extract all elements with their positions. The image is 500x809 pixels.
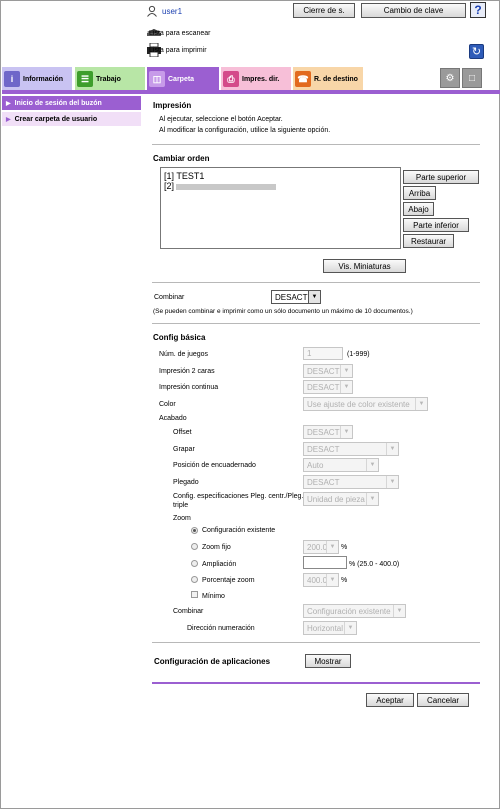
help-button[interactable]: ? [470, 2, 486, 18]
user-box-icon[interactable]: ⚙ [440, 68, 460, 88]
color-label: Color [159, 401, 176, 408]
divider [152, 144, 480, 145]
divider [152, 323, 480, 324]
chevron-down-icon: ▼ [344, 622, 356, 634]
info-line-2: Al modificar la configuración, utilice la siguiente opción. [159, 127, 331, 134]
chevron-down-icon: ▼ [386, 476, 398, 488]
direct-print-icon: ⎙ [223, 71, 239, 87]
combine2-label: Combinar [173, 608, 204, 615]
zoom-fixed-radio[interactable] [191, 543, 198, 550]
section-title-config-basica: Config básica [153, 333, 206, 342]
continuous-label: Impresión continua [159, 384, 219, 391]
offset-select[interactable]: DESACT ▼ [303, 425, 353, 439]
chevron-down-icon: ▼ [340, 426, 352, 438]
sidebar-item-inicio-sesion[interactable]: ▶ Inicio de sesión del buzón [2, 96, 141, 110]
continuous-select[interactable]: DESACT ▼ [303, 380, 353, 394]
divider [152, 282, 480, 283]
chevron-down-icon: ▼ [340, 381, 352, 393]
binding-label: Posición de encuadernado [173, 462, 256, 469]
zoom-enlarge-input[interactable] [303, 556, 347, 569]
zoom-fixed-label: Zoom fijo [202, 544, 231, 551]
copies-input[interactable]: 1 [303, 347, 343, 360]
move-top-button[interactable]: Parte superior [403, 170, 479, 184]
zoom-enlarge-label: Ampliación [202, 561, 237, 568]
chevron-down-icon: ▼ [393, 605, 405, 617]
chevron-down-icon: ▼ [366, 459, 378, 471]
main-tabs [2, 67, 498, 93]
percent-sign: % [341, 577, 348, 584]
scan-list-link[interactable]: Lista para escanear [146, 28, 162, 38]
fold-spec-label: Config. especificaciones Pleg. centr./Pleg. [173, 493, 304, 500]
zoom-enlarge-range: % (25.0 - 400.0) [349, 561, 400, 568]
info-icon: i [4, 71, 20, 87]
numbering-label: Dirección numeración [187, 625, 255, 632]
combine-select[interactable]: DESACT ▼ [271, 290, 321, 304]
staple-select[interactable]: DESACT ▼ [303, 442, 399, 456]
tab-underline [2, 90, 500, 94]
combine-label: Combinar [154, 294, 185, 301]
duplex-select[interactable]: DESACT ▼ [303, 364, 353, 378]
divider [152, 642, 480, 643]
move-down-button[interactable]: Abajo [403, 202, 434, 216]
copies-label: Núm. de juegos [159, 351, 209, 358]
copies-range: (1-999) [347, 351, 370, 358]
finishing-label: Acabado [159, 415, 187, 422]
section-title-config-aplicaciones: Configuración de aplicaciones [154, 657, 271, 666]
tab-impres-dir[interactable]: ⎙ Impres. dir. [221, 67, 291, 91]
folder-icon: ◫ [149, 71, 165, 87]
chevron-down-icon: ▼ [340, 365, 352, 377]
chevron-down-icon: ▼ [415, 398, 427, 410]
zoom-percent-select[interactable]: 400.0 ▼ [303, 573, 339, 587]
divider-purple [152, 682, 480, 684]
staple-label: Grapar [173, 446, 195, 453]
user-name[interactable]: user1 [162, 6, 183, 16]
restore-button[interactable]: Restaurar [403, 234, 454, 248]
color-select[interactable]: Use ajuste de color existente ▼ [303, 397, 428, 411]
fold-select[interactable]: DESACT ▼ [303, 475, 399, 489]
combine-note: (Se pueden combinar e imprimir como un sólo documento un máximo de 10 documentos.) [153, 308, 413, 315]
chevron-down-icon: ▼ [366, 493, 378, 505]
tab-informacion[interactable]: i Información [2, 67, 72, 91]
move-bottom-button[interactable]: Parte inferior [403, 218, 469, 232]
percent-sign: % [341, 544, 348, 551]
list-item[interactable]: [2] [164, 181, 397, 191]
chevron-down-icon: ▼ [326, 574, 338, 586]
duplex-label: Impresión 2 caras [159, 368, 215, 375]
chevron-down-icon: ▼ [386, 443, 398, 455]
numbering-select[interactable]: Horizontal ▼ [303, 621, 357, 635]
cancel-button[interactable]: Cancelar [417, 693, 469, 707]
logout-button[interactable]: Cierre de s. [293, 3, 355, 18]
user-info [146, 4, 182, 18]
show-button[interactable]: Mostrar [305, 654, 351, 668]
sidebar-item-crear-carpeta[interactable]: ▶ Crear carpeta de usuario [2, 112, 141, 126]
zoom-percent-label: Porcentaje zoom [202, 577, 255, 584]
binding-select[interactable]: Auto ▼ [303, 458, 379, 472]
minimum-checkbox[interactable] [191, 591, 198, 598]
fold-spec-label-2: triple [173, 502, 189, 509]
refresh-icon[interactable]: ↻ [469, 44, 484, 59]
chevron-down-icon: ▼ [326, 541, 338, 553]
arrow-right-icon: ▶ [6, 100, 11, 107]
thumbnails-button[interactable]: Vis. Miniaturas [323, 259, 406, 273]
admin-box-icon[interactable]: □ [462, 68, 482, 88]
zoom-percent-radio[interactable] [191, 576, 198, 583]
user-icon [146, 5, 158, 17]
section-title-cambiar-orden: Cambiar orden [153, 154, 210, 163]
tab-trabajo[interactable]: ☰ Trabajo [75, 67, 145, 91]
tab-carpeta[interactable]: ◫ Carpeta [147, 67, 219, 91]
offset-label: Offset [173, 429, 192, 436]
print-list-link[interactable]: Lista para imprimir [146, 43, 162, 57]
change-password-button[interactable]: Cambio de clave [361, 3, 466, 18]
zoom-fixed-select[interactable]: 200.0 ▼ [303, 540, 339, 554]
zoom-label: Zoom [173, 515, 191, 522]
zoom-enlarge-radio[interactable] [191, 560, 198, 567]
redacted-filename [176, 184, 276, 190]
move-up-button[interactable]: Arriba [403, 186, 436, 200]
fold-spec-select[interactable]: Unidad de pieza ▼ [303, 492, 379, 506]
info-line-1: Al ejecutar, seleccione el botón Aceptar. [159, 116, 283, 123]
zoom-existing-radio[interactable] [191, 527, 198, 534]
job-icon: ☰ [77, 71, 93, 87]
zoom-existing-label: Configuración existente [202, 527, 276, 534]
tab-r-destino[interactable]: ☎ R. de destino [293, 67, 363, 91]
minimum-label: Mínimo [202, 593, 225, 600]
document-order-list[interactable] [160, 167, 401, 249]
arrow-right-icon: ▶ [6, 116, 11, 123]
chevron-down-icon: ▼ [308, 291, 320, 303]
fold-label: Plegado [173, 479, 199, 486]
destination-icon: ☎ [295, 71, 311, 87]
accept-button[interactable]: Aceptar [366, 693, 414, 707]
combine2-select[interactable]: Configuración existente ▼ [303, 604, 406, 618]
list-item[interactable]: [1] TEST1 [164, 171, 205, 181]
section-title-impresion: Impresión [153, 101, 192, 110]
